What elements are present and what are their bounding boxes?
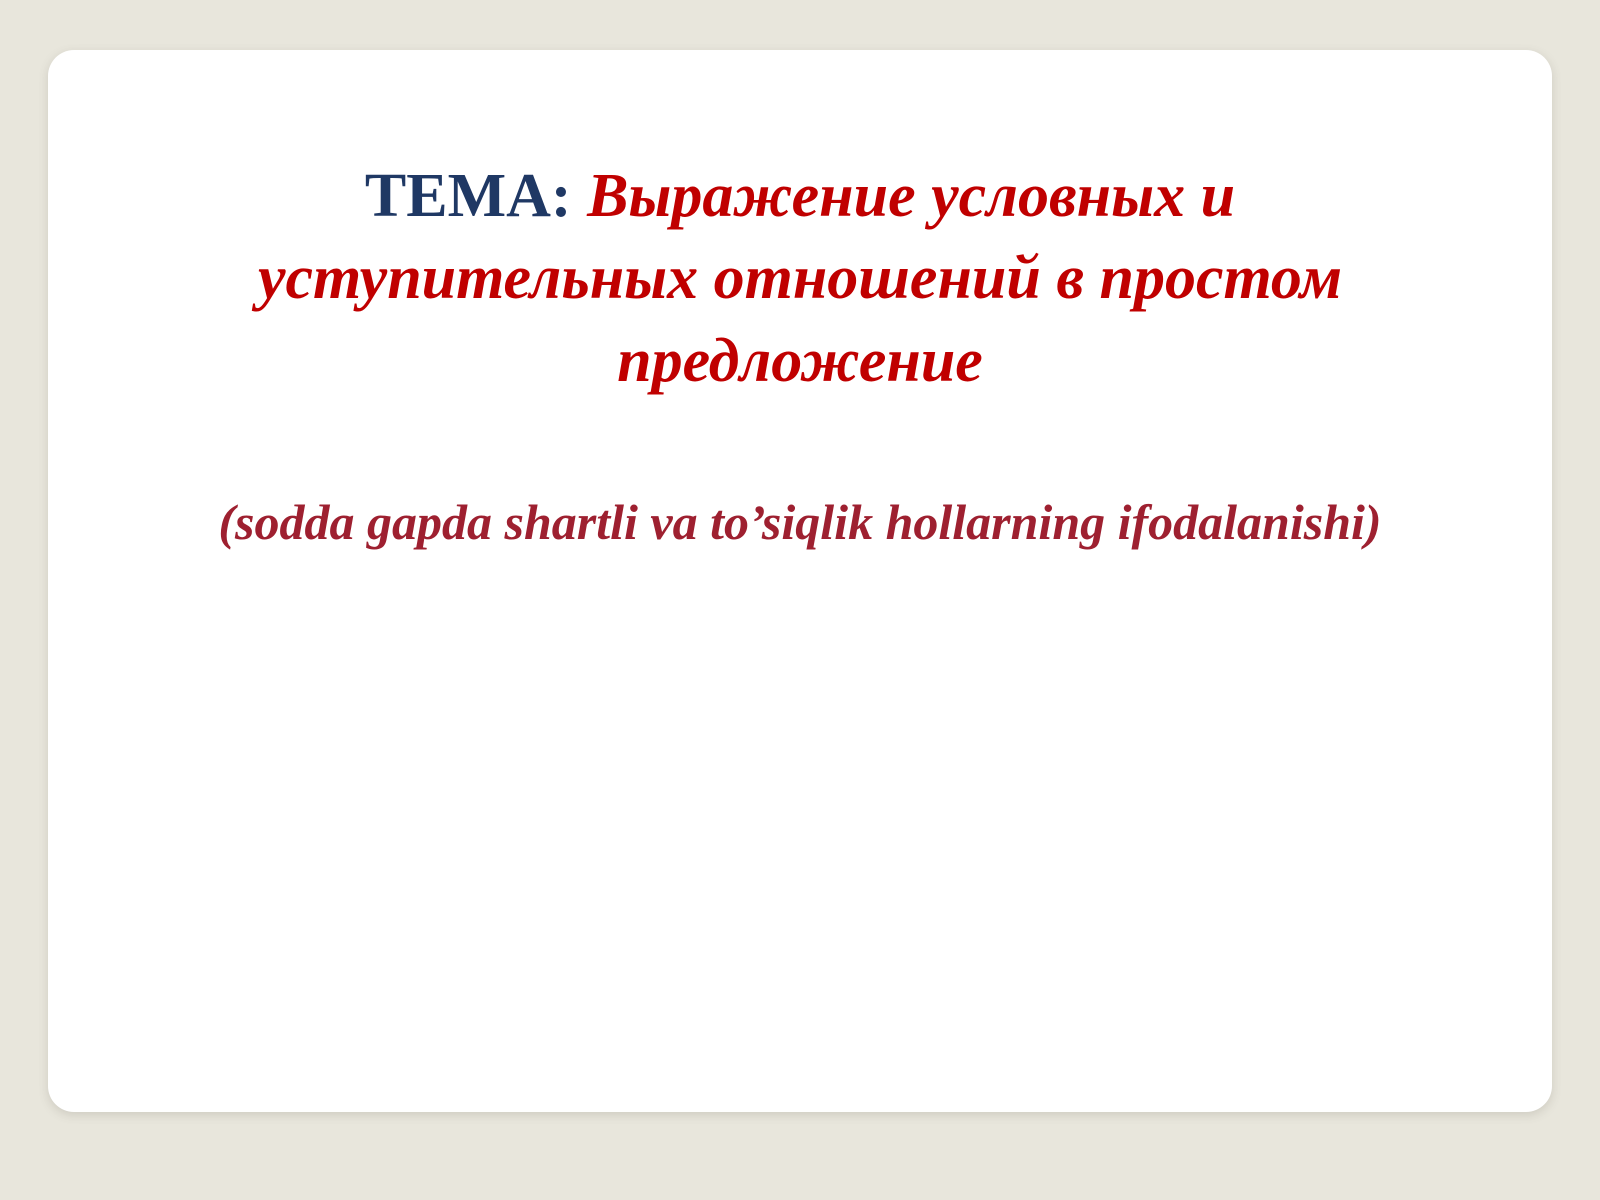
title-label: ТЕМА: (364, 162, 588, 230)
subtitle-text: (sodda gapda shartli va to’siqlik hollarning ifodalanishi) (218, 494, 1382, 551)
page-title (158, 155, 1442, 402)
title-main-text: Выражение условных и уступительных отношений в простом предложение (257, 162, 1343, 395)
slide-content (158, 155, 1442, 557)
slide-card (48, 50, 1552, 1112)
